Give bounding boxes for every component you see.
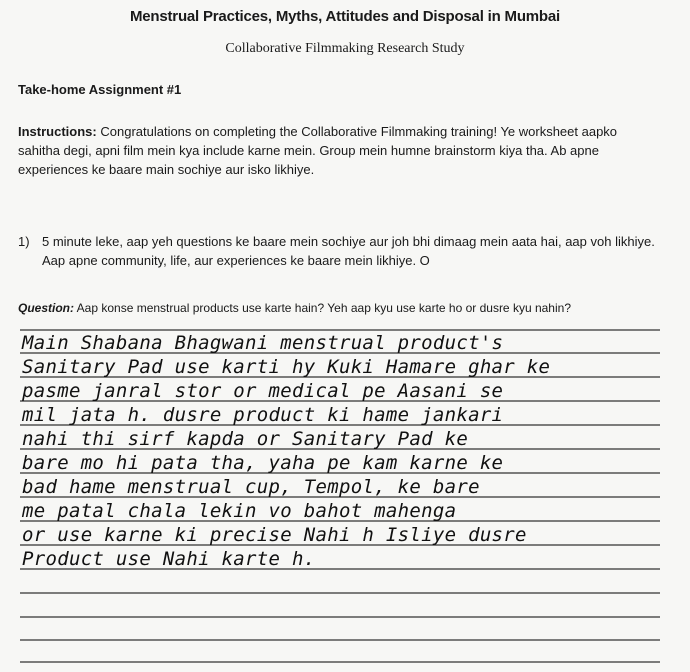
question-text: Aap konse menstrual products use karte hain? Yeh aap kyu use karte ho or dusre kyu nahin? [76,301,571,315]
question-label: Question: [18,301,74,315]
document-title: Menstrual Practices, Myths, Attitudes and Disposal in Mumbai [129,8,561,25]
answer-line: pasme janral stor or medical pe Aasani se [22,380,504,402]
answer-line: bare mo hi pata tha, yaha pe kam karne ke [22,452,504,474]
answer-line: bad hame menstrual cup, Tempol, ke bare [22,476,480,498]
instructions-text: Congratulations on completing the Collaborative Filmmaking training! Ye worksheet aapko sahitha degi, apni film mein kya include karne mein. Group mein humne brainstorm kiya tha. Ab apne experiences ke baare main sochiye aur isko likhiye. [18,124,618,177]
answer-line: nahi thi sirf kapda or Sanitary Pad ke [22,428,469,450]
assignment-label: Take-home Assignment #1 [18,82,182,97]
answer-line: or use karne ki precise Nahi h Isliye dusre [22,524,527,546]
instructions-label: Instructions: [18,124,97,139]
document-subtitle: Collaborative Filmmaking Research Study [225,41,465,56]
item-1-text: 5 minute leke, aap yeh questions ke baare mein sochiye aur joh bhi dimaag mein aata hai, aap voh likhiye. Aap apne community, life, aur experiences ke baare mein likhiye. O [42,234,655,268]
answer-line: me patal chala lekin vo bahot mahenga [22,500,457,522]
answer-line: mil jata h. dusre product ki hame jankari [22,404,504,426]
answer-line: Sanitary Pad use karti hy Kuki Hamare ghar ke [22,356,551,378]
item-1-number: 1) [18,234,30,249]
answer-line: Product use Nahi karte h. [22,548,316,570]
answer-line: Main Shabana Bhagwani menstrual product's [22,332,504,354]
